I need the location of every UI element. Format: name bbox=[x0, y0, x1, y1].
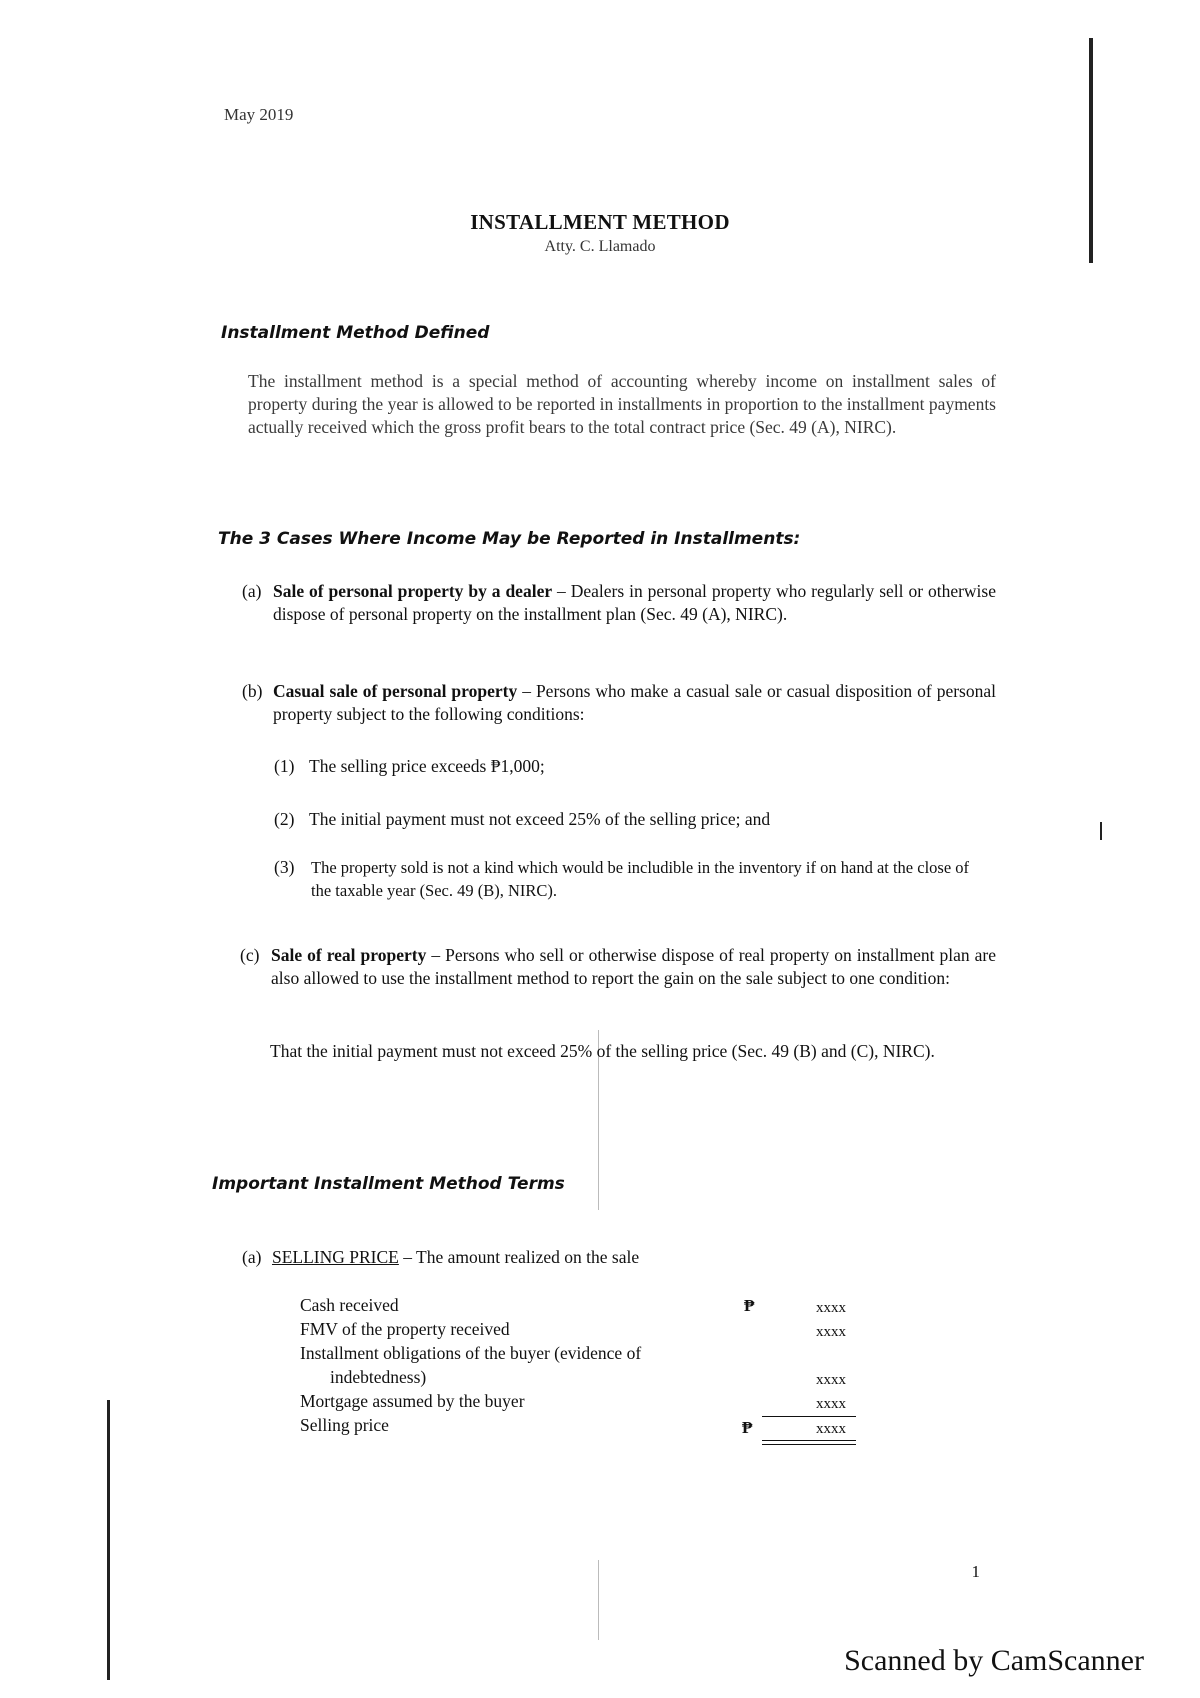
document-author: Atty. C. Llamado bbox=[544, 238, 656, 255]
table-row-total-amount: xxxx bbox=[816, 1421, 846, 1437]
condition-1-label: (1) bbox=[274, 756, 295, 776]
case-c-condition: That the initial payment must not exceed 25% of the selling price (Sec. 49 (B) and (C), NIRC). bbox=[270, 1041, 935, 1061]
definition-paragraph: The installment method is a special method of accounting whereby income on installment sales of property during the year is allowed to be reported in installments in proportion to the installment payments actually received which the gross profit bears to the total contract price (Sec. 49 (A), NIRC). bbox=[248, 371, 996, 437]
condition-3-label: (3) bbox=[274, 857, 295, 877]
total-double-underline bbox=[762, 1440, 856, 1445]
case-c-text: – Persons who sell or otherwise dispose of real property on installment plan are also allowed to use the installment method to report the gain on the sale subject to one condition: bbox=[271, 945, 996, 988]
section-heading-three-cases: The 3 Cases Where Income May be Reported in Installments: bbox=[218, 529, 801, 549]
term-a-title: SELLING PRICE bbox=[272, 1247, 399, 1267]
table-row-amount: xxxx bbox=[816, 1300, 846, 1316]
condition-3-text bbox=[305, 856, 993, 902]
peso-sign: ₱ bbox=[744, 1296, 755, 1315]
table-row-total-label: Selling price bbox=[300, 1415, 389, 1435]
condition-2-text: The initial payment must not exceed 25% of the selling price; and bbox=[309, 809, 771, 829]
scan-edge-mark bbox=[1100, 822, 1102, 840]
case-a-text: – Dealers in personal property who regularly sell or otherwise dispose of personal property on the installment plan (Sec. 49 (A), NIRC). bbox=[273, 581, 996, 624]
case-a-title: Sale of personal property by a dealer bbox=[273, 581, 553, 601]
condition-2-label: (2) bbox=[274, 809, 295, 829]
table-row-label: Cash received bbox=[300, 1295, 399, 1315]
table-row-label: FMV of the property received bbox=[300, 1319, 510, 1339]
case-c-label: (c) bbox=[240, 945, 260, 965]
scanner-watermark: Scanned by CamScanner bbox=[844, 1644, 1144, 1677]
condition-3-body: The property sold is not a kind which would be includible in the inventory if on hand at the close of the taxable year (Sec. 49 (B), NIRC). bbox=[311, 858, 970, 900]
case-a-paragraph bbox=[273, 580, 996, 626]
case-b-text: – Persons who make a casual sale or casual disposition of personal property subject to the following conditions: bbox=[273, 681, 996, 724]
section-heading-terms: Important Installment Method Terms bbox=[212, 1174, 565, 1194]
condition-1-text: The selling price exceeds ₱1,000; bbox=[309, 756, 545, 776]
table-row-amount: xxxx bbox=[816, 1372, 846, 1388]
table-row-label: Mortgage assumed by the buyer bbox=[300, 1391, 525, 1411]
table-row-label: Installment obligations of the buyer (evidence of bbox=[300, 1343, 642, 1363]
case-b-paragraph bbox=[273, 680, 996, 726]
document-date: May 2019 bbox=[224, 105, 294, 124]
term-a-paragraph bbox=[272, 1246, 972, 1269]
page-number: 1 bbox=[971, 1562, 980, 1581]
table-row-label: indebtedness) bbox=[330, 1367, 427, 1387]
scan-edge-mark bbox=[107, 1400, 110, 1680]
case-b-title: Casual sale of personal property bbox=[273, 681, 518, 701]
scan-fold-line bbox=[598, 1560, 599, 1640]
table-row-amount: xxxx bbox=[816, 1396, 846, 1412]
case-c-title: Sale of real property bbox=[271, 945, 427, 965]
subtotal-underline bbox=[762, 1416, 856, 1417]
term-a-label: (a) bbox=[242, 1247, 262, 1267]
table-row-amount: xxxx bbox=[816, 1324, 846, 1340]
case-c-paragraph bbox=[271, 944, 996, 990]
term-a-text: – The amount realized on the sale bbox=[398, 1247, 640, 1267]
case-b-label: (b) bbox=[242, 681, 263, 701]
peso-sign: ₱ bbox=[742, 1418, 753, 1437]
case-a-label: (a) bbox=[242, 581, 262, 601]
document-title: INSTALLMENT METHOD bbox=[470, 210, 730, 234]
section-heading-defined: Installment Method Defined bbox=[221, 323, 490, 343]
